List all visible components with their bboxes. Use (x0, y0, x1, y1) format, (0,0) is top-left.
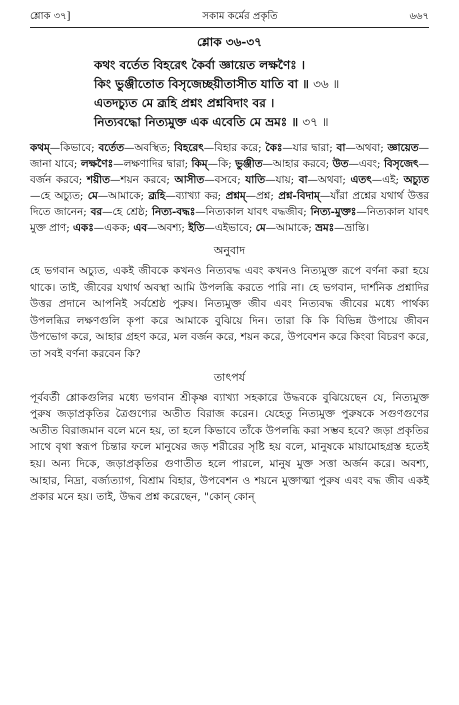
synonym-meaning: —ব্যাখ্যা কর; (165, 190, 226, 202)
synonym-term: লক্ষণৈঃ (80, 158, 114, 170)
synonym-meaning: —বর্জন করবে; (30, 158, 429, 186)
synonym-term: উত (332, 158, 349, 170)
verse-line-1: কথং বর্তেত বিহরেৎ কৈর্বা জ্ঞায়েত লক্ষণৈঃ । (94, 58, 306, 72)
synonym-meaning: —হে শ্রেষ্ঠ; (102, 206, 152, 218)
synonym-meaning: —এই; (371, 174, 404, 186)
synonym-term: যাতি (245, 174, 266, 186)
synonym-term: ভুঞ্জীত (235, 158, 263, 170)
synonym-meaning: —হে অচ্যুত; (30, 190, 88, 202)
synonym-term: বর্তেত (98, 142, 124, 154)
verse-line-4: নিত্যবদ্ধো নিত্যমুক্ত এক এবেতি মে ভ্রমঃ ॥ ৩৭ ॥ (94, 115, 329, 129)
synonym-term: এব (133, 222, 148, 234)
synonym-meaning: —বিহার করে; (203, 142, 266, 154)
synonym-meaning: —বসবে; (204, 174, 246, 186)
synonym-term: মে (255, 222, 266, 234)
synonym-meaning: —কিভাবে; (49, 142, 99, 154)
synonym-meaning: —নিত্যকাল যাবৎ বদ্ধজীব; (195, 206, 311, 218)
verse-line-2: কিং ভুঞ্জীতোত বিসৃজেচ্ছয়ীতাসীত যাতি বা ॥ ৩৬ ॥ (94, 77, 340, 91)
synonym-term: ভ্রমঃ (315, 222, 335, 234)
synonym-term: বা (336, 142, 346, 154)
header-verse-ref: শ্লোক ৩৭] (30, 11, 71, 22)
purport-text: পূর্ববর্তী শ্লোকগুলির মধ্যে ভগবান শ্রীকৃষ্ণ ব্যাখ্যা সহকারে উদ্ধবকে বুঝিয়েছেন যে, নিত্যমুক্ত পুরুষ জড়াপ্রকৃতির ত্রৈগুণ্যের অতীত বিরাজ করেন। যেহেতু নিত্যমুক্ত পুরুষকে সগুণগুণের অতীত বিরাজমান বলে মনে হয়, তা হলে কিভাবে তাঁকে উপলব্ধি করা সম্ভব হবে? জড়া প্রকৃতির সাথে বৃথা স্বরূপ চিন্তার ফলে মানুষের জড় শরীরের সৃষ্টি হয় বলে, মানুষকে মায়ামোহগ্রস্ত হতেই হয়। অন্য দিকে, জড়াপ্রকৃতির গুণাতীত হলে পারলে, মানুষ মুক্ত সত্তা অর্জন করে। অবশ্য, আহার, নিদ্রা, বর্জ্যত্যাগ, বিশ্রাম বিহার, উপবেশন ও শয়নে মুক্তাত্মা পুরুষ এবং বদ্ধ জীব একই প্রকার মনে হয়। তাই, উদ্ধব প্রশ্ন করেছেন, "কোন্ কোন্ (30, 391, 429, 504)
synonym-term: কৈঃ (265, 142, 283, 154)
synonym-term: বিহরেৎ (174, 142, 204, 154)
synonym-term: একঃ (73, 222, 94, 234)
header-chapter-title: সকাম কর্মের প্রকৃতি (202, 11, 278, 22)
synonym-term: আসীত (174, 174, 205, 186)
verse-block (30, 56, 429, 132)
verse-number-37: ৩৭ ॥ (302, 115, 329, 129)
synonym-term: প্রশ্নম্ (225, 190, 246, 202)
synonym-term: বিসৃজেৎ (383, 158, 419, 170)
verse-title: শ্লোক ৩৬-৩৭ (197, 35, 262, 49)
synonym-term: বা (298, 174, 308, 186)
synonym-term: বর (90, 206, 103, 218)
synonym-term: মে (87, 190, 98, 202)
synonym-meaning: —ভ্রান্তি। (334, 222, 370, 234)
synonym-term: নিত্য-মুক্তঃ (310, 206, 357, 218)
header-page-number: ৬৬৭ (409, 11, 429, 22)
page-header (30, 10, 429, 24)
synonym-meaning: —অথবা; (345, 142, 388, 154)
synonym-meaning: —এইভাবে; (204, 222, 256, 234)
synonym-meaning: —যার দ্বারা; (282, 142, 337, 154)
word-meanings (30, 140, 429, 236)
synonym-meaning: —অবস্থিত; (124, 142, 175, 154)
synonym-term: জ্ঞায়েত (387, 142, 419, 154)
synonym-meaning: —আহার করবে; (262, 158, 333, 170)
synonym-term: অচ্যুত (403, 174, 429, 186)
synonym-meaning: —যায়; (265, 174, 299, 186)
synonym-meaning: —নিত্যকাল যাবৎ মুক্ত প্রাণ; (30, 206, 429, 234)
synonym-meaning: —লক্ষণাদির দ্বারা; (113, 158, 192, 170)
synonym-meaning: —আমাকে; (265, 222, 316, 234)
synonym-meaning: —প্রশ্ন; (245, 190, 279, 202)
synonym-meaning: —একক; (93, 222, 134, 234)
synonym-term: এতৎ (350, 174, 372, 186)
synonym-meaning: —আমাকে; (97, 190, 149, 202)
translation-title: অনুবাদ (213, 244, 246, 257)
verse-line-3: এতদচ্যুত মে ব্রূহি প্রশ্নং প্রশ্নবিদাং বর । (94, 96, 275, 110)
synonym-meaning: —শয়ন করবে; (109, 174, 175, 186)
synonym-term: প্রশ্ন-বিদাম্ (278, 190, 320, 202)
synonym-term: ইতি (188, 222, 205, 234)
synonym-meaning: —অথবা; (307, 174, 351, 186)
verse-number-36: ৩৬ ॥ (313, 77, 340, 91)
synonym-term: নিত্য-বদ্ধঃ (152, 206, 196, 218)
synonym-meaning: —এবং; (348, 158, 384, 170)
synonym-term: কিম্ (191, 158, 208, 170)
synonym-term: শয়ীত (86, 174, 110, 186)
header-rule (30, 27, 429, 28)
synonym-meaning: —জানা যাবে; (30, 142, 429, 170)
synonym-meaning: —অবশ্য; (147, 222, 189, 234)
purport-title: তাৎপর্য (213, 370, 246, 384)
synonym-meaning: —কি; (207, 158, 236, 170)
synonym-term: ব্রূহি (148, 190, 166, 202)
translation-text: হে ভগবান অচ্যুত, একই জীবকে কখনও নিত্যবদ্ধ এবং কখনও নিত্যমুক্ত রূপে বর্ণনা করা হয়ে থাকে। তাই, জীবের যথার্থ অবস্থা আমি উপলব্ধি করতে পারি না। হে ভগবান, দার্শনিক প্রশ্নাদির উত্তর প্রদানে আপনিই সর্বশ্রেষ্ঠ পুরুষ। নিত্যমুক্ত জীব এবং নিত্যবদ্ধ জীবের মধ্যে পার্থক্য উপলব্ধির লক্ষণগুলি কৃপা করে আমাকে বুঝিয়ে দিন। তারা কি কি বিভিন্ন উপায়ে জীবন উপভোগ করে, আহার গ্রহণ করে, মল বর্জন করে, শয়ন করে, উপবেশন করে কিংবা বিচরণ করে, তা সবই বর্ণনা করবেন কি? (30, 265, 429, 360)
synonym-meaning: —যাঁরা প্রশ্নের যথার্থ উত্তর দিতে জানেন; (30, 190, 429, 218)
synonym-term: কথম্ (30, 142, 50, 154)
